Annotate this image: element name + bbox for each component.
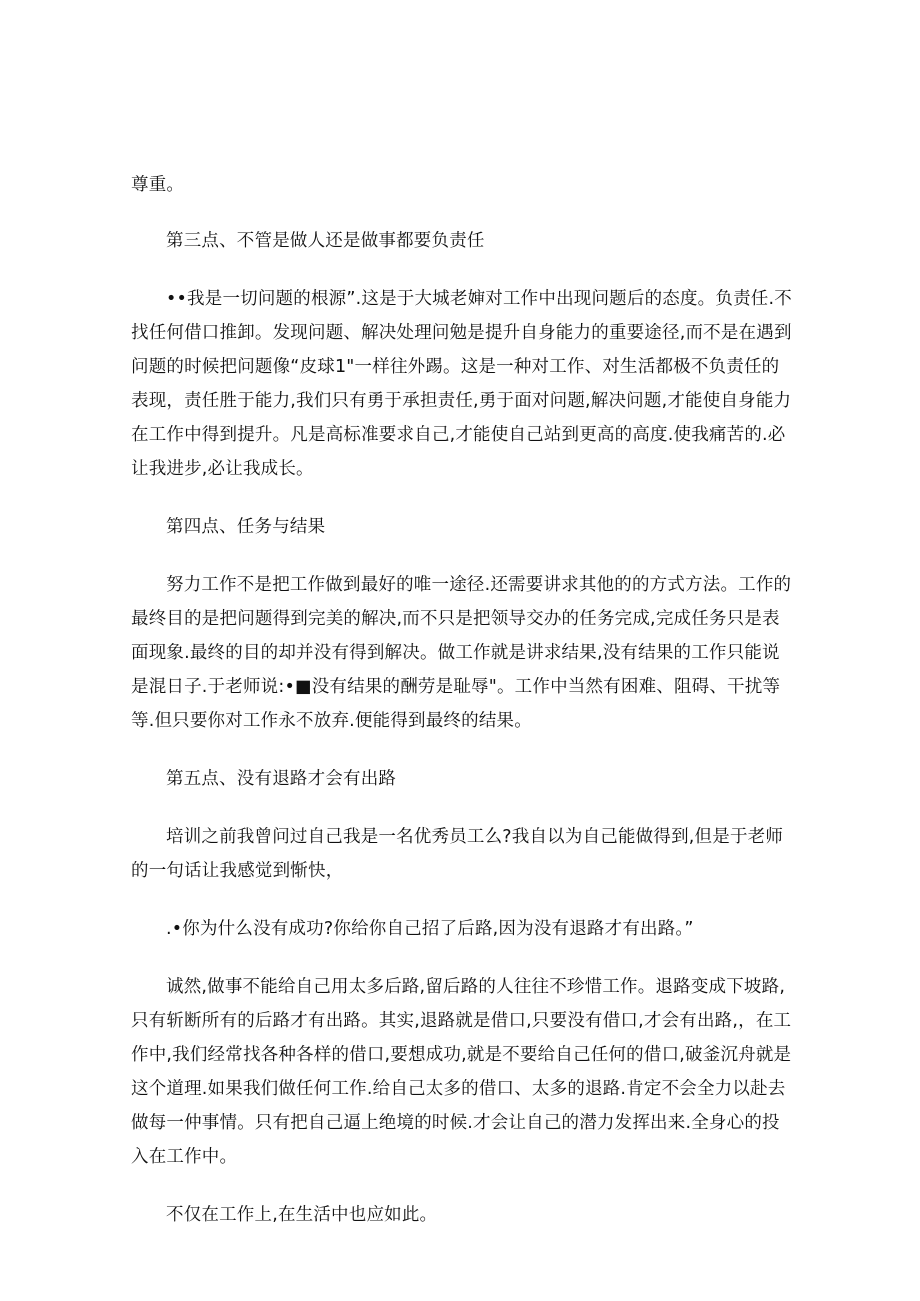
paragraph-training: 培训之前我曾问过自己我是一名优秀员工么?我自以为自己能做得到,但是于老师的一句话让我感觉到惭快， bbox=[131, 827, 784, 881]
section-heading-5: 第五点、没有退路才会有出路 bbox=[166, 769, 397, 789]
paragraph-responsibility: ••我是一切问题的根源”.这是于大城老婶对工作中出现问题后的态度。负责任.不找任何借口推卸。发现问题、解决处理问勉是提升自身能力的重要途径,而不是在遇到问题的时候把问题像“皮球1"一样往外踢。这是一种对工作、对生活都极不负责任的表现，责任胜于能力,我们只有勇于承担责任,勇于面对问题,解决问题,才能使自身能力在工作中得到提升。凡是高标准要求自己,才能使自己站到更高的高度.使我痛苦的.必让我进步,必让我成长。 bbox=[131, 289, 792, 479]
paragraph-quote: .•你为什么没有成功?你给你自己招了后路,因为没有退路才有出路。” bbox=[166, 919, 694, 939]
section-heading-3: 第三点、不管是做人还是做事都要负责任 bbox=[166, 231, 485, 251]
paragraph-life: 不仅在工作上,在生活中也应如此。 bbox=[166, 1205, 438, 1225]
paragraph-continuation: 尊重。 bbox=[131, 175, 185, 195]
document-body bbox=[131, 168, 796, 1256]
paragraph-results: 努力工作不是把工作做到最好的唯一途径.还需要讲求其他的的方式方法。工作的最终目的是把问题得到完美的解决,而不只是把领导交办的任务完成,完成任务只是表面现象.最终的目的却并没有得到解决。做工作就是讲求结果,没有结果的工作只能说是混日子.于老师说:•■没有结果的酬劳是耻辱"。工作中当然有困难、阻碍、干扰等等.但只要你对工作永不放弃.便能得到最终的结果。 bbox=[131, 575, 792, 731]
section-heading-4: 第四点、任务与结果 bbox=[166, 517, 326, 537]
paragraph-no-retreat: 诚然,做事不能给自己用太多后路,留后路的人往往不珍惜工作。退路变成下坡路,只有斩断所有的后路才有出路。其实,退路就是借口,只要没有借口,才会有出路,，在工作中,我们经常找各种各样的借口,要想成功,就是不要给自己任何的借口,破釜沉舟就是这个道理.如果我们做任何工作.给自己太多的借口、太多的退路.肯定不会全力以赴去做每一仲事情。只有把自己逼上绝境的时候.才会让自己的潜力发挥出来.全身心的投入在工作中。 bbox=[131, 977, 792, 1167]
